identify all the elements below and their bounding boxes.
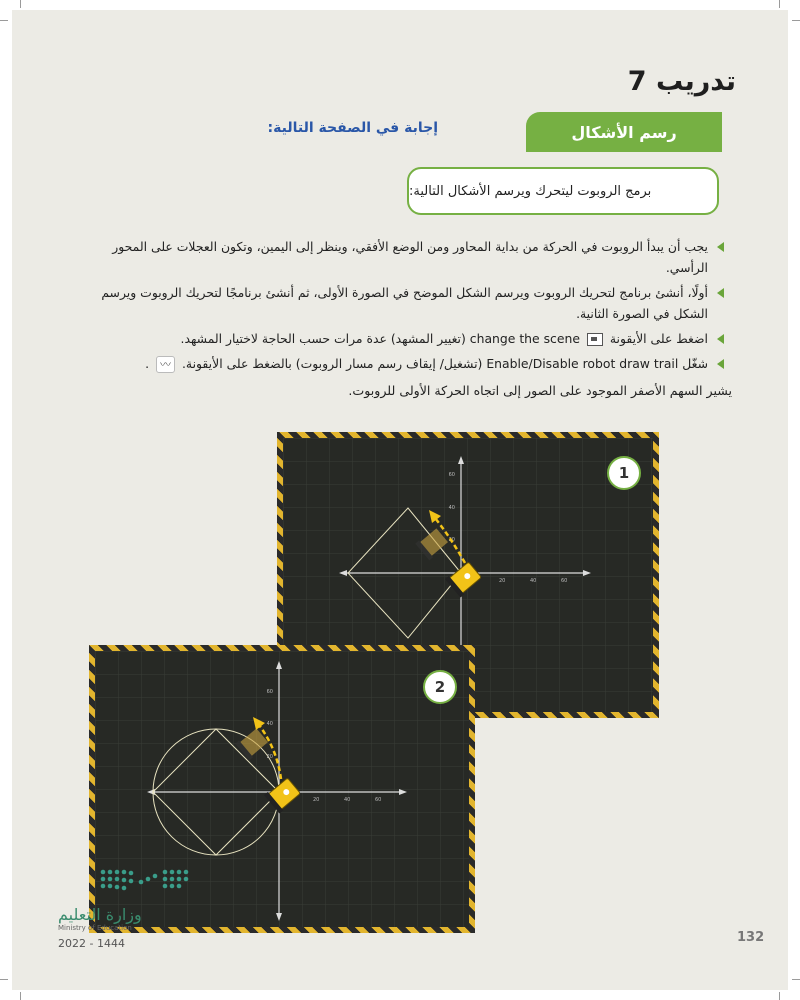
tick-label: 40 <box>448 505 455 511</box>
list-item <box>84 236 724 278</box>
tick-label: 20 <box>499 578 506 584</box>
task-box <box>407 167 719 215</box>
tick-label: 60 <box>561 578 568 584</box>
tick-label: 60 <box>448 472 455 478</box>
page-number: 132 <box>737 930 765 945</box>
list-item <box>84 353 724 374</box>
ministry-name: وزارة التعليم <box>58 905 142 924</box>
instruction-list <box>84 236 724 378</box>
list-item-text: يجب أن يبدأ الروبوت في الحركة من بداية المحاور ومن الوضع الأفقي، وينظر إلى اليمين، وتكون العجلات على المحور الرأسي. <box>112 239 708 275</box>
change-scene-icon <box>587 333 603 346</box>
tick-label: 20 <box>448 537 455 543</box>
page-title: تدريب 7 <box>627 66 736 97</box>
tick-label: 60 <box>375 797 382 803</box>
ministry-logo <box>55 860 195 902</box>
list-item-end: . <box>145 356 150 371</box>
tick-label: 40 <box>266 721 273 727</box>
command-name: change the scene <box>469 331 580 346</box>
list-item <box>84 328 724 349</box>
tick-label: 40 <box>530 578 537 584</box>
list-item-text: شغّل <box>682 356 708 371</box>
tick-label: 40 <box>344 797 351 803</box>
tick-label: 60 <box>266 689 273 695</box>
task-text: برمج الروبوت ليتحرك ويرسم الأشكال التالية: <box>409 183 652 199</box>
list-item-text: اضغط على الأيقونة <box>609 331 708 346</box>
figure-badge: 2 <box>423 670 457 704</box>
edition-year: 2022 - 1444 <box>58 937 125 950</box>
figure-badge: 1 <box>607 456 641 490</box>
section-tab: رسم الأشكال <box>526 112 722 152</box>
tick-label: 20 <box>313 797 320 803</box>
list-item-text: أولًا، أنشئ برنامج لتحريك الروبوت ويرسم الشكل الموضح في الصورة الأولى، ثم أنشئ برنامجًا لتحريك الروبوت ويرسم الشكل في الصورة الثانية. <box>101 285 708 321</box>
command-name: Enable/Disable robot draw trail <box>486 356 679 371</box>
answer-note: إجابة في الصفحة التالية: <box>267 120 438 136</box>
direction-note: يشير السهم الأصفر الموجود على الصور إلى اتجاه الحركة الأولى للروبوت. <box>348 383 732 398</box>
ministry-name-en: Ministry of Education <box>58 924 132 932</box>
tick-label: 20 <box>266 754 273 760</box>
list-item <box>84 282 724 324</box>
list-item-text: (تغيير المشهد) عدة مرات حسب الحاجة لاختيار المشهد. <box>180 331 466 346</box>
list-item-text: (تشغيل/ إيقاف رسم مسار الروبوت) بالضغط على الأيقونة. <box>181 356 483 371</box>
draw-trail-icon: 〰 <box>156 356 175 373</box>
